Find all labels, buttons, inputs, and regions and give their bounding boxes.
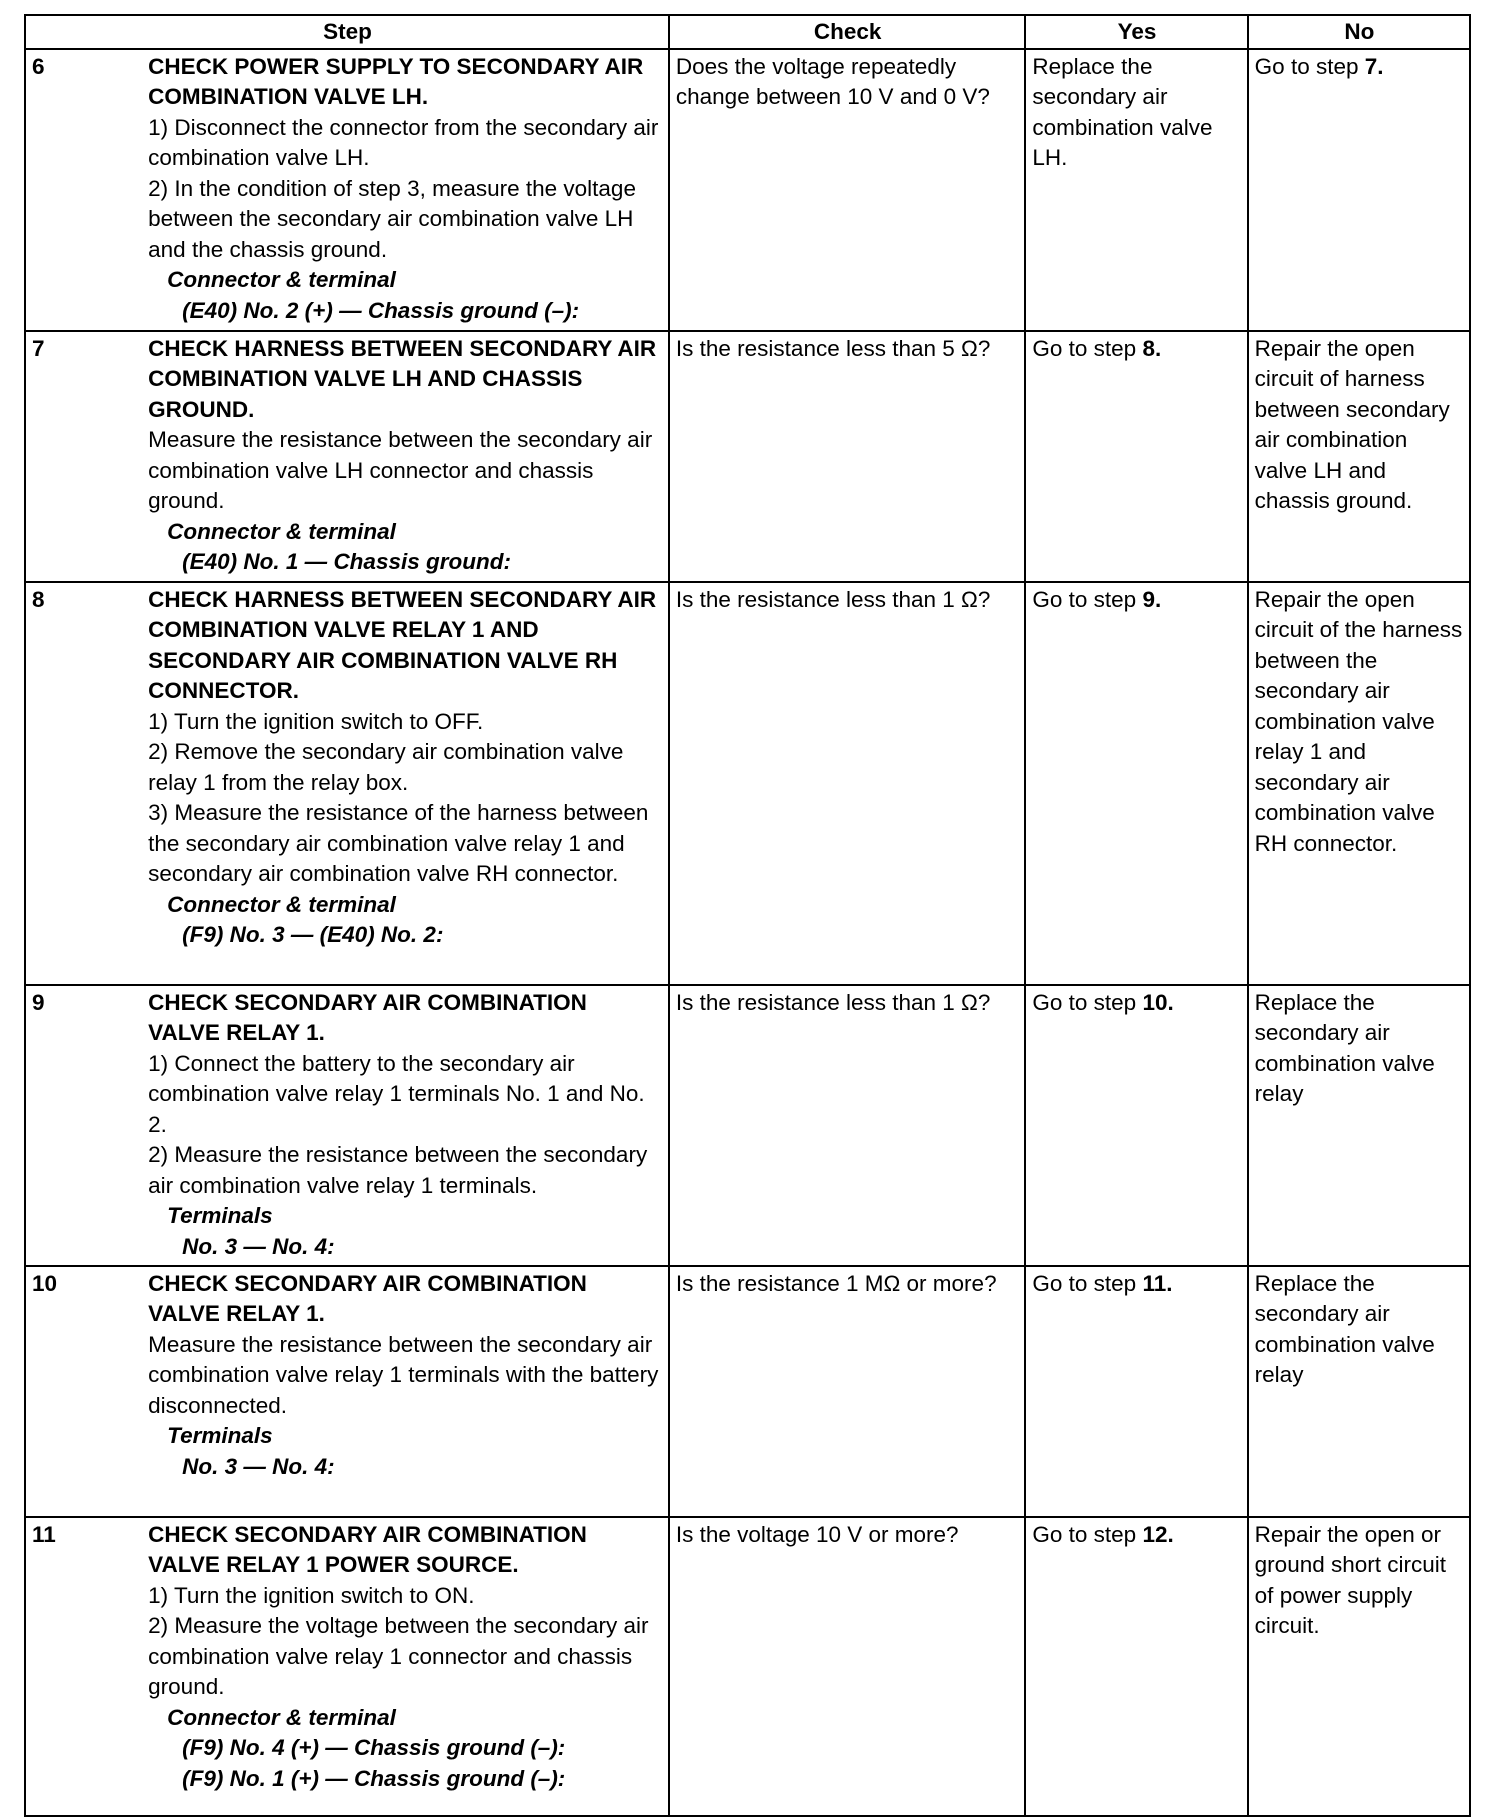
step-instructions — [148, 707, 663, 890]
condition-line: (F9) No. 4 (+) — Chassis ground (–): — [182, 1735, 566, 1760]
condition-line: (E40) No. 2 (+) — Chassis ground (–): — [182, 297, 580, 323]
step-row — [25, 1517, 1470, 1816]
no-text: Repair the open circuit of the harness between the secondary air combination valve relay 1 and secondary air combination valve RH connector. — [1254, 586, 1463, 856]
condition-line: No. 3 — No. 4: — [182, 1233, 335, 1259]
step-instructions — [148, 425, 663, 517]
yes-cell — [1025, 49, 1247, 331]
header-row — [25, 15, 1470, 49]
step-title: CHECK HARNESS BETWEEN SECONDARY AIR COMBINATION VALVE LH AND CHASSIS GROUND. — [148, 335, 657, 422]
condition-heading: Terminals — [167, 1423, 273, 1448]
diagnostic-table — [24, 14, 1471, 1817]
step-number: 9 — [25, 985, 142, 1266]
step-row — [25, 49, 1470, 331]
step-cell — [142, 1517, 669, 1816]
check-cell: Is the resistance less than 1 Ω? — [669, 985, 1025, 1266]
yes-step-ref: 9. — [1142, 586, 1162, 612]
check-cell: Is the resistance less than 5 Ω? — [669, 331, 1025, 582]
yes-cell — [1025, 1266, 1247, 1517]
header-check: Check — [669, 15, 1025, 49]
condition-lines — [148, 1452, 663, 1483]
no-text: Repair the open or ground short circuit of power supply circuit. — [1254, 1521, 1447, 1638]
yes-step-ref: 11. — [1142, 1270, 1173, 1296]
step-number: 6 — [25, 49, 142, 331]
step-instruction-line: 1) Turn the ignition switch to OFF. — [148, 708, 484, 734]
step-cell — [142, 582, 669, 985]
step-instructions — [148, 1049, 663, 1202]
step-number: 11 — [25, 1517, 142, 1816]
condition-line: (E40) No. 1 — Chassis ground: — [182, 549, 511, 574]
yes-cell — [1025, 1517, 1247, 1816]
no-cell — [1248, 985, 1470, 1266]
yes-cell — [1025, 331, 1247, 582]
step-instruction-line: 2) In the condition of step 3, measure the voltage between the secondary air combination valve LH and the chassis ground. — [148, 175, 636, 262]
step-row — [25, 985, 1470, 1266]
condition-lines — [148, 1733, 663, 1794]
step-instruction-line: Measure the resistance between the secondary air combination valve relay 1 terminals with the battery disconnected. — [148, 1331, 659, 1418]
condition-heading: Connector & terminal — [167, 267, 396, 292]
step-instructions — [148, 1330, 663, 1422]
step-number: 7 — [25, 331, 142, 582]
step-title: CHECK SECONDARY AIR COMBINATION VALVE RELAY 1 POWER SOURCE. — [148, 1521, 587, 1577]
step-number: 8 — [25, 582, 142, 985]
step-title: CHECK SECONDARY AIR COMBINATION VALVE RELAY 1. — [148, 989, 587, 1045]
step-number: 10 — [25, 1266, 142, 1517]
step-row — [25, 582, 1470, 985]
diagnostic-procedure-page — [24, 14, 1471, 1817]
yes-step-ref: 10. — [1142, 989, 1174, 1015]
condition-heading: Connector & terminal — [167, 1704, 396, 1730]
condition-line: (F9) No. 1 (+) — Chassis ground (–): — [182, 1765, 566, 1791]
condition-heading: Connector & terminal — [167, 518, 396, 544]
step-instruction-line: Measure the resistance between the secondary air combination valve LH connector and chassis ground. — [148, 427, 653, 513]
step-instruction-line: 1) Connect the battery to the secondary air combination valve relay 1 terminals No. 1 and No. 2. — [148, 1050, 645, 1137]
step-instruction-line: 3) Measure the resistance of the harness between the secondary air combination valve relay 1 and secondary air combination valve RH connector. — [148, 800, 649, 886]
no-cell — [1248, 331, 1470, 582]
step-cell — [142, 1266, 669, 1517]
header-no: No — [1248, 15, 1470, 49]
header-step: Step — [25, 15, 669, 49]
step-instruction-line: 1) Turn the ignition switch to ON. — [148, 1582, 475, 1608]
check-cell: Is the resistance less than 1 Ω? — [669, 582, 1025, 985]
condition-heading: Terminals — [167, 1203, 273, 1228]
step-cell — [142, 331, 669, 582]
step-instructions — [148, 113, 663, 266]
step-instruction-line: 1) Disconnect the connector from the secondary air combination valve LH. — [148, 114, 659, 170]
condition-lines — [148, 547, 663, 578]
condition-lines — [148, 296, 663, 327]
condition-heading: Connector & terminal — [167, 891, 396, 917]
no-text: Repair the open circuit of harness between secondary air combination valve LH and chassis ground. — [1254, 335, 1450, 513]
step-cell — [142, 49, 669, 331]
no-text: Replace the secondary air combination valve relay — [1254, 989, 1435, 1106]
yes-step-ref: 12. — [1142, 1521, 1174, 1547]
step-instruction-line: 2) Remove the secondary air combination valve relay 1 from the relay box. — [148, 739, 624, 795]
no-cell — [1248, 1266, 1470, 1517]
step-instructions — [148, 1581, 663, 1703]
header-yes: Yes — [1025, 15, 1247, 49]
yes-cell — [1025, 985, 1247, 1266]
yes-text: Go to step — [1032, 1521, 1143, 1547]
step-title: CHECK HARNESS BETWEEN SECONDARY AIR COMBINATION VALVE RELAY 1 AND SECONDARY AIR COMBINATION VALVE RH CONNECTOR. — [148, 586, 657, 703]
check-cell: Is the voltage 10 V or more? — [669, 1517, 1025, 1816]
check-cell: Does the voltage repeatedly change between 10 V and 0 V? — [669, 49, 1025, 331]
yes-text: Replace the secondary air combination valve LH. — [1032, 53, 1213, 170]
step-instruction-line: 2) Measure the resistance between the secondary air combination valve relay 1 terminals. — [148, 1142, 648, 1198]
no-step-ref: 7. — [1364, 53, 1384, 79]
condition-lines — [148, 1232, 663, 1263]
condition-line: No. 3 — No. 4: — [182, 1453, 335, 1479]
no-cell — [1248, 582, 1470, 985]
step-row — [25, 331, 1470, 582]
condition-lines — [148, 920, 663, 951]
no-cell — [1248, 49, 1470, 331]
yes-text: Go to step — [1032, 335, 1143, 361]
yes-cell — [1025, 582, 1247, 985]
step-title: CHECK SECONDARY AIR COMBINATION VALVE RELAY 1. — [148, 1270, 587, 1326]
no-cell — [1248, 1517, 1470, 1816]
yes-text: Go to step — [1032, 586, 1143, 612]
yes-text: Go to step — [1032, 1270, 1143, 1296]
yes-step-ref: 8. — [1142, 335, 1162, 361]
condition-line: (F9) No. 3 — (E40) No. 2: — [182, 922, 444, 947]
no-text: Replace the secondary air combination valve relay — [1254, 1270, 1435, 1387]
step-cell — [142, 985, 669, 1266]
check-cell: Is the resistance 1 MΩ or more? — [669, 1266, 1025, 1517]
step-row — [25, 1266, 1470, 1517]
step-instruction-line: 2) Measure the voltage between the secondary air combination valve relay 1 connector and chassis ground. — [148, 1613, 649, 1699]
yes-text: Go to step — [1032, 989, 1143, 1015]
step-title: CHECK POWER SUPPLY TO SECONDARY AIR COMBINATION VALVE LH. — [148, 53, 644, 109]
no-text: Go to step — [1254, 53, 1365, 79]
